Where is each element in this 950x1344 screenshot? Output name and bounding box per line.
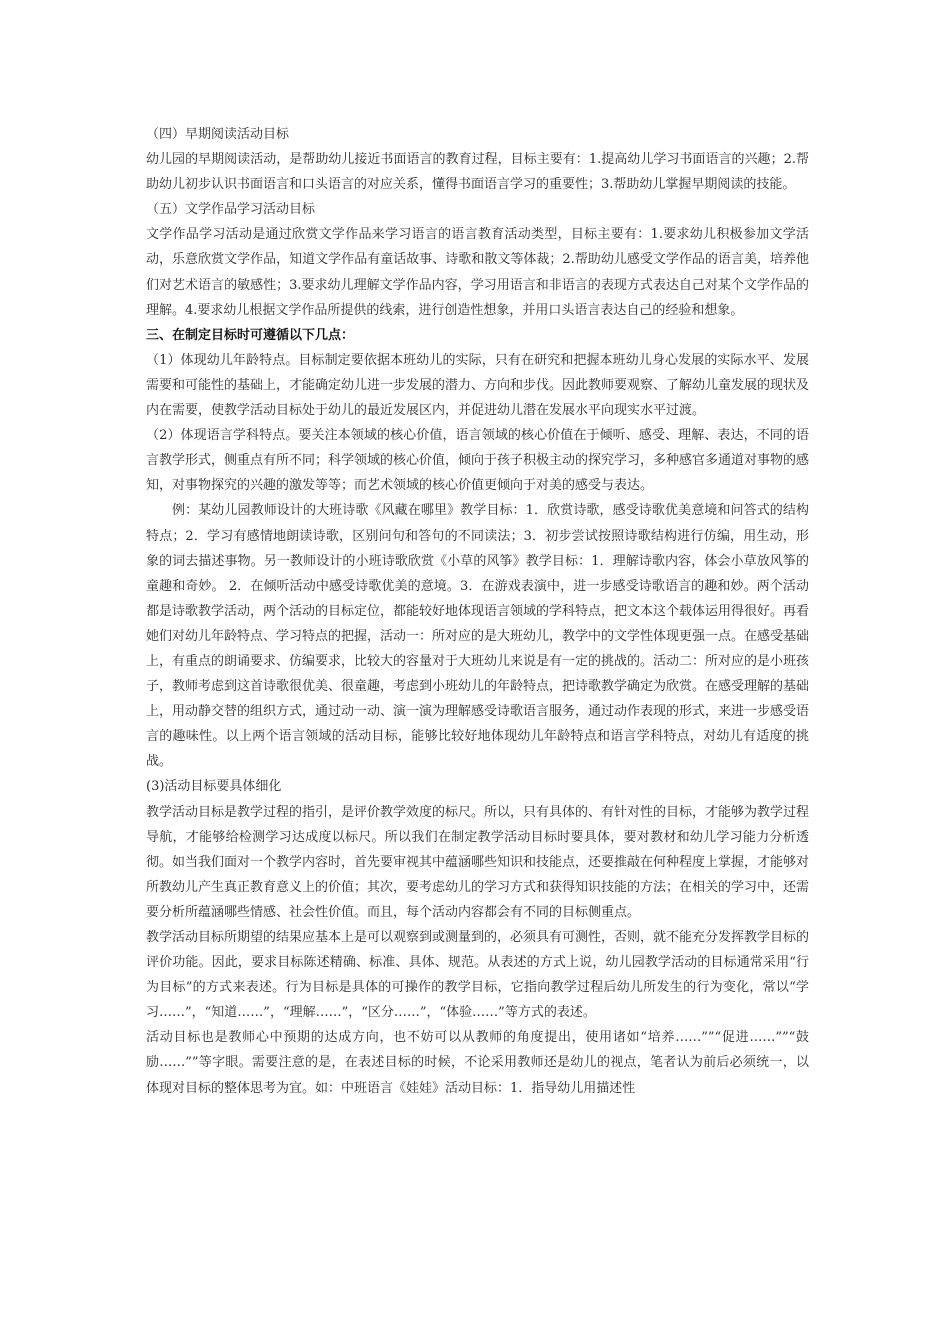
paragraph-point-3-c: 活动目标也是教师心中预期的达成方向，也不妨可以从教师的角度提出，使用诸如“培养……””“促进……””“鼓励……””等字眼。需要注意的是，在表述目标的时候，不论采用教师还是幼儿的视点，笔者认为前后必须统一，以体现对目标的整体思考为宜。如：中班语言《娃娃》活动目标：1．指导幼儿用描述性 bbox=[146, 1030, 809, 1096]
paragraph-point-3-a: 教学活动目标是教学过程的指引，是评价教学效度的标尺。所以，只有具体的、有针对性的目标，才能够为教学过程导航，才能够给检测学习达成度以标尺。所以我们在制定教学活动目标时要具体，要对教材和幼儿学习能力分析透彻。如当我们面对一个教学内容时，首先要审视其中蕴涵哪些知识和技能点，还要推敲在何种程度上掌握，才能够对所教幼儿产生真正教育意义上的价值；其次，要考虑幼儿的学习方式和获得知识技能的方法；在相关的学习中，还需要分析所蕴涵哪些情感、社会性价值。而且，每个活动内容都会有不同的目标侧重点。 bbox=[146, 804, 810, 920]
paragraph-point-1: （1）体现幼儿年龄特点。目标制定要依据本班幼儿的实际，只有在研究和把握本班幼儿身心发展的实际水平、发展需要和可能性的基础上，才能确定幼儿进一步发展的潜力、方向和步伐。因此教师要观察、了解幼儿童发展的现状及内在需要，使教学活动目标处于幼儿的最近发展区内，并促进幼儿潜在发展水平向现实水平过渡。 bbox=[146, 352, 810, 419]
paragraph-point-2: （2）体现语言学科特点。要关注本领域的核心价值，语言领域的核心价值在于倾听、感受、理解、表达，不同的语言教学形式，侧重点有所不同；科学领域的核心价值，倾向于孩子积极主动的探究学习，多种感官多通道对事物的感知，对事物探究的兴趣的激发等等；而艺术领域的核心价值更倾向于对美的感受与表达。 bbox=[146, 428, 810, 494]
paragraph-example: 例：某幼儿园教师设计的大班诗歌《风藏在哪里》教学目标：1．欣赏诗歌，感受诗歌优美意境和问答式的结构特点；2．学习有感情地朗读诗歌，区别问句和答句的不同读法；3．初步尝试按照诗歌结构进行仿编，用生动，形象的词去描述事物。另一教师设计的小班诗歌欣赏《小草的风筝》教学目标：1．理解诗歌内容，体会小草放风筝的童趣和奇妙。 2．在倾听活动中感受诗歌优美的意境。3．在游戏表演中，进一步感受诗歌语言的趣和妙。两个活动都是诗歌教学活动，两个活动的目标定位，都能较好地体现语言领域的学科特点，把文本这个载体运用得很好。再看她们对幼儿年龄特点、学习特点的把握，活动一：所对应的是大班幼儿，教学中的文学性体现更强一点。在感受基础上，有重点的朗诵要求、仿编要求，比较大的容量对于大班幼儿来说是有一定的挑战的。活动二：所对应的是小班孩子，教师考虑到这首诗歌很优美、很童趣，考虑到小班幼儿的年龄特点，把诗歌教学确定为欣赏。在感受理解的基础上，用动静交替的组织方式，通过动一动、演一演为理解感受诗歌语言服务，通过动作表现的形式，来进一步感受语言的趣味性。以上两个语言领域的活动目标，能够比较好地体现幼儿年龄特点和语言学科特点，对幼儿有适度的挑战。 bbox=[146, 503, 810, 770]
paragraph-literature: 文学作品学习活动是通过欣赏文学作品来学习语言的语言教育活动类型，目标主要有：1.要求幼儿积极参加文学活动，乐意欣赏文学作品，知道文学作品有童话故事、诗歌和散文等体裁；2.帮助幼儿感受文学作品的语言美，培养他们对艺术语言的敏感性；3.要求幼儿理解文学作品内容，学习用语言和非语言的表现方式表达自己对某个文学作品的理解。4.要求幼儿根据文学作品所提供的线索，进行创造性想象，并用口头语言表达自己的经验和想象。 bbox=[146, 227, 809, 318]
subheading-early-reading: （四）早期阅读活动目标 bbox=[146, 127, 290, 142]
document-body bbox=[146, 122, 809, 1101]
paragraph-early-reading: 幼儿园的早期阅读活动，是帮助幼儿接近书面语言的教育过程，目标主要有：1.提高幼儿学习书面语言的兴趣；2.帮助幼儿初步认识书面语言和口头语言的对应关系，懂得书面语言学习的重要性；3.帮助幼儿掌握早期阅读的技能。 bbox=[146, 152, 809, 193]
paragraph-point-3-b: 教学活动目标所期望的结果应基本上是可以观察到或测量到的，必须具有可测性，否则，就不能充分发挥教学目标的评价功能。因此，要求目标陈述精确、标准、具体、规范。从表述的方式上说，幼儿园教学活动的目标通常采用“行为目标”的方式来表述。行为目标是具体的可操作的教学目标，它指向教学过程后幼儿所发生的行为变化，常以“学习……”，“知道……”，“理解……”，“区分……”，“体验……”等方式的表述。 bbox=[146, 930, 810, 1021]
subheading-literature: （五）文学作品学习活动目标 bbox=[146, 202, 316, 218]
subheading-point-3: (3)活动目标要具体细化 bbox=[146, 779, 282, 795]
section-heading-goal-principles: 三、在制定目标时可遵循以下几点： bbox=[146, 327, 355, 343]
